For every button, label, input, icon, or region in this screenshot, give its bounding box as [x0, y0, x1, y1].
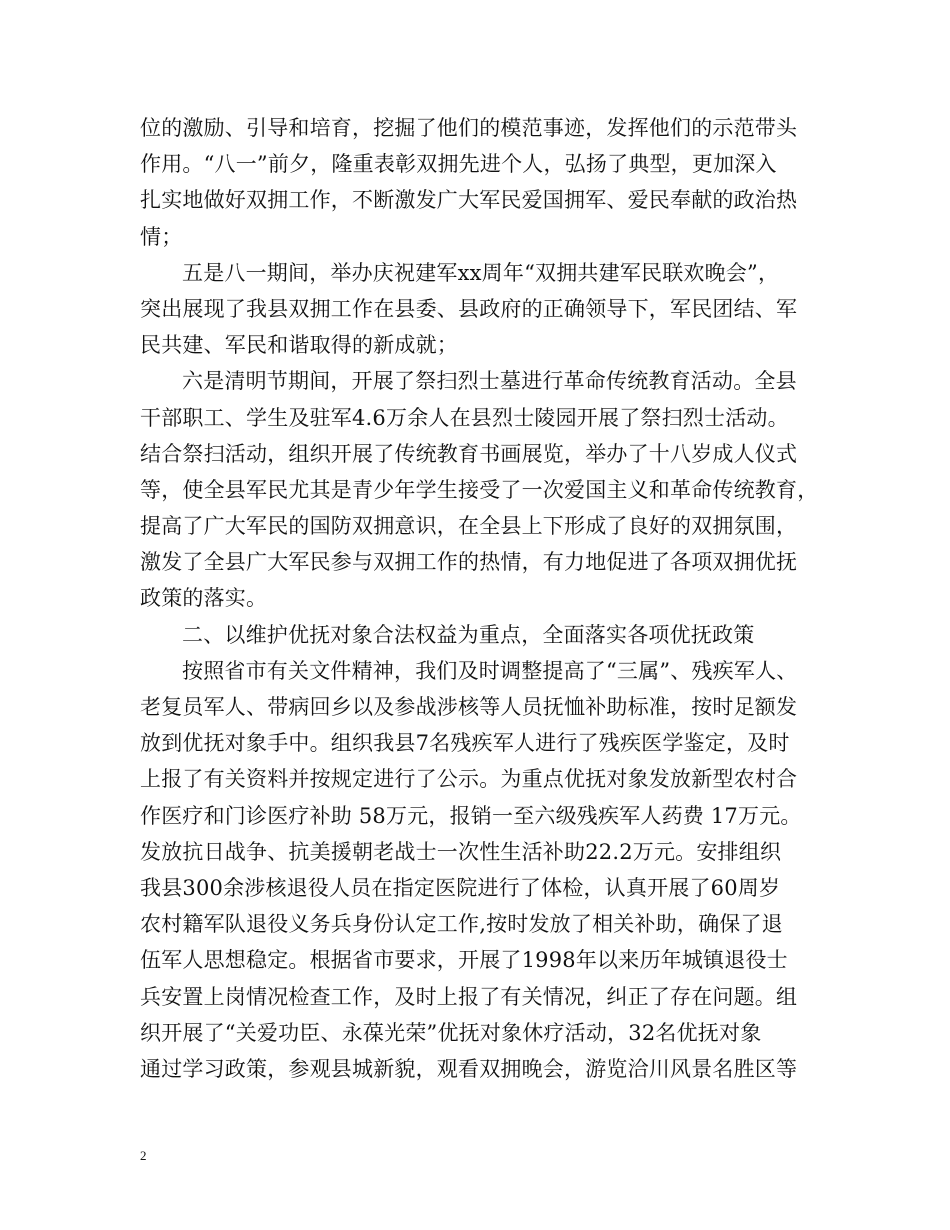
text-line: 六是清明节期间，开展了祭扫烈士墓进行革命传统教育活动。全县	[182, 369, 797, 394]
text-line: 提高了广大军民的国防双拥意识，在全县上下形成了良好的双拥氛围，	[140, 514, 798, 539]
text-line: 兵安置上岗情况检查工作，及时上报了有关情况，纠正了存在问题。组	[140, 984, 798, 1009]
text-line: 放到优抚对象手中。组织我县7名残疾军人进行了残疾医学鉴定，及时	[140, 731, 790, 756]
text-line: 结合祭扫活动，组织开展了传统教育书画展览，举办了十八岁成人仪式	[140, 441, 798, 466]
text-line: 位的激励、引导和培育，挖掘了他们的模范事迹，发挥他们的示范带头	[140, 116, 798, 140]
text-line: 激发了全县广大军民参与双拥工作的热情，有力地促进了各项双拥优抚	[140, 550, 798, 575]
text-line: 作医疗和门诊医疗补助 58万元，报销一至六级残疾军人药费 17万元。	[140, 803, 802, 828]
text-line: 我县300余涉核退役人员在指定医院进行了体检，认真开展了60周岁	[140, 875, 781, 900]
text-line: 伍军人思想稳定。根据省市要求，开展了1998年以来历年城镇退役士	[140, 948, 788, 973]
text-line: 等，使全县军民尤其是青少年学生接受了一次爱国主义和革命传统教育，	[140, 477, 819, 502]
text-line: 织开展了“关爱功臣、永葆光荣”优抚对象休疗活动，32名优抚对象	[140, 1020, 762, 1045]
text-line: 突出展现了我县双拥工作在县委、县政府的正确领导下，军民团结、军	[140, 296, 798, 321]
text-line: 作用。“八一”前夕，隆重表彰双拥先进个人，弘扬了典型，更加深入	[140, 152, 777, 177]
text-line: 情；	[140, 224, 183, 249]
text-line: 政策的落实。	[140, 586, 268, 611]
text-line: 上报了有关资料并按规定进行了公示。为重点优抚对象发放新型农村合	[140, 767, 798, 792]
page-number: 2	[140, 1148, 147, 1163]
text-line: 二、以维护优抚对象合法权益为重点，全面落实各项优抚政策	[182, 622, 755, 647]
text-line: 民共建、军民和谐取得的新成就；	[140, 333, 458, 358]
text-line: 农村籍军队退役义务兵身份认定工作,按时发放了相关补助，确保了退	[140, 912, 783, 937]
text-line: 老复员军人、带病回乡以及参战涉核等人员抚恤补助标准，按时足额发	[140, 695, 798, 719]
text-line: 五是八一期间，举办庆祝建军xx周年“双拥共建军民联欢晚会”，	[182, 260, 780, 285]
text-line: 通过学习政策，参观县城新貌，观看双拥晚会，游览洽川风景名胜区等	[140, 1056, 798, 1081]
text-line: 扎实地做好双拥工作，不断激发广大军民爱国拥军、爱民奉献的政治热	[140, 188, 798, 213]
text-line: 发放抗日战争、抗美援朝老战士一次性生活补助22.2万元。安排组织	[140, 839, 782, 864]
text-line: 按照省市有关文件精神，我们及时调整提高了“三属”、残疾军人、	[182, 658, 798, 683]
text-line: 干部职工、学生及驻军4.6万余人在县烈士陵园开展了祭扫烈士活动。	[140, 405, 789, 430]
document-body	[140, 110, 830, 1087]
